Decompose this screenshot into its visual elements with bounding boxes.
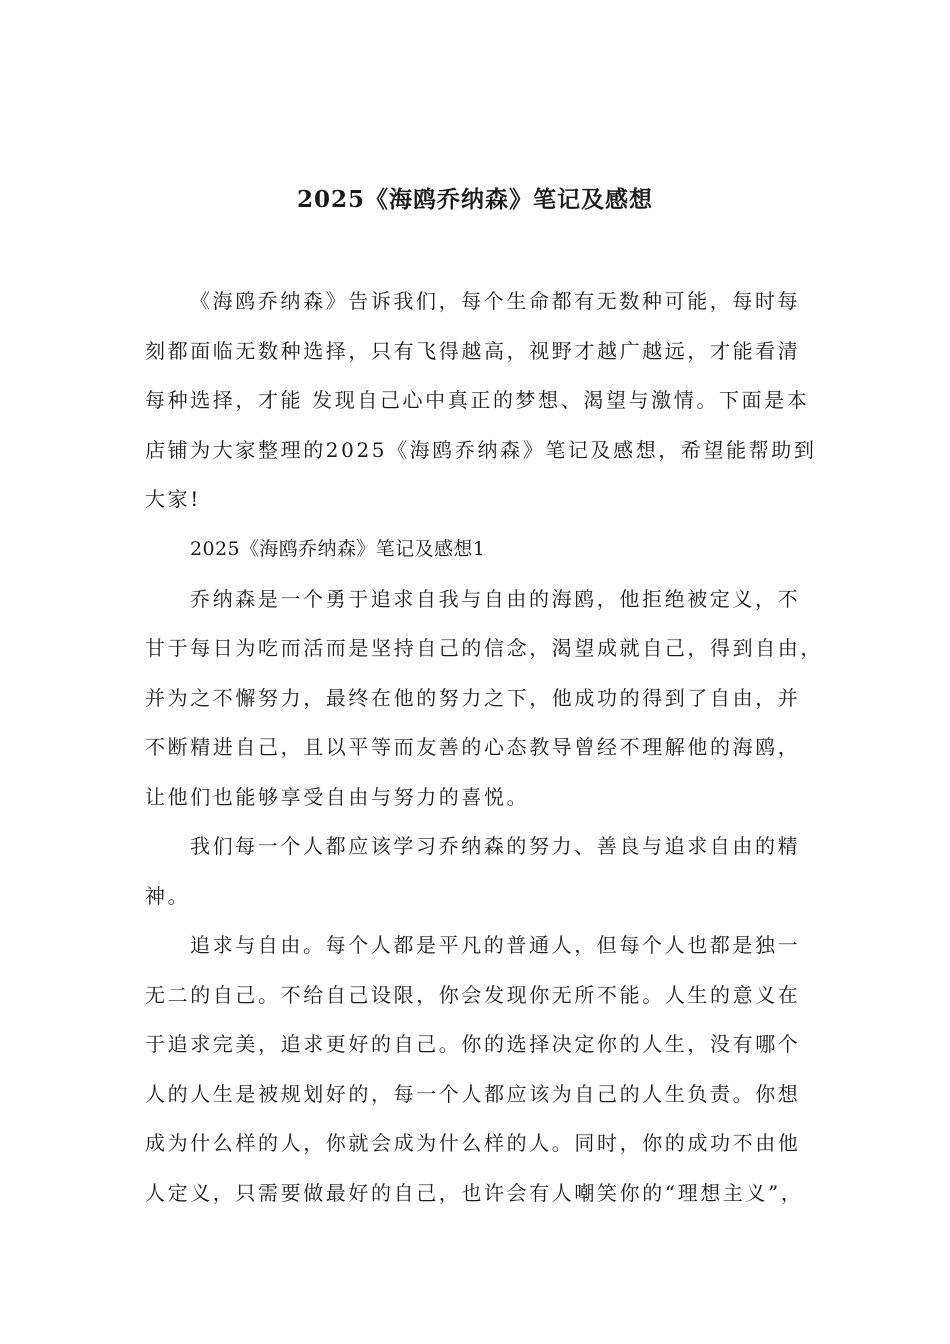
paragraph-line: 于追求完美，追求更好的自己。你的选择决定你的人生，没有哪个 xyxy=(145,1032,801,1056)
document-title: 2025《海鸥乔纳森》笔记及感想 xyxy=(296,186,653,213)
section-heading: 2025《海鸥乔纳森》笔记及感想1 xyxy=(190,538,486,560)
intro-line: 每种选择，才能 发现自己心中真正的梦想、渴望与激情。下面是本 xyxy=(145,388,810,412)
paragraph-line: 无二的自己。不给自己设限，你会发现你无所不能。人生的意义在 xyxy=(145,982,801,1007)
intro-line: 店铺为大家整理的2025《海鸥乔纳森》笔记及感想，希望能帮助到 xyxy=(145,437,817,462)
intro-line: 刻都面临无数种选择，只有飞得越高，视野才越广越远，才能看清 xyxy=(145,338,801,363)
paragraph-line: 我们每一个人都应该学习乔纳森的努力、善良与追求自由的精 xyxy=(190,834,801,858)
intro-line: 大家! xyxy=(145,487,201,511)
paragraph-line: 并为之不懈努力，最终在他的努力之下，他成功的得到了自由，并 xyxy=(145,685,801,710)
paragraph-line: 追求与自由。每个人都是平凡的普通人，但每个人也都是独一 xyxy=(190,933,801,957)
paragraph-line: 人定义，只需要做最好的自己，也许会有人嘲笑你的“理想主义”， xyxy=(145,1180,804,1205)
paragraph-line: 甘于每日为吃而活而是坚持自己的信念，渴望成就自己，得到自由， xyxy=(145,636,823,660)
intro-line: 《海鸥乔纳森》告诉我们，每个生命都有无数种可能，每时每 xyxy=(190,289,801,313)
intro-paragraph xyxy=(145,277,817,525)
paragraph-line: 乔纳森是一个勇于追求自我与自由的海鸥，他拒绝被定义，不 xyxy=(190,586,801,611)
paragraph-line: 人的人生是被规划好的，每一个人都应该为自己的人生负责。你想 xyxy=(145,1081,801,1106)
paragraph-line: 不断精进自己，且以平等而友善的心态教导曾经不理解他的海鸥， xyxy=(145,735,801,759)
paragraph-line: 让他们也能够享受自由与努力的喜悦。 xyxy=(145,784,530,809)
section-1 xyxy=(145,525,823,1218)
paragraph-line: 成为什么样的人，你就会成为什么样的人。同时，你的成功不由他 xyxy=(145,1131,801,1155)
paragraph-line: 神。 xyxy=(145,883,191,908)
